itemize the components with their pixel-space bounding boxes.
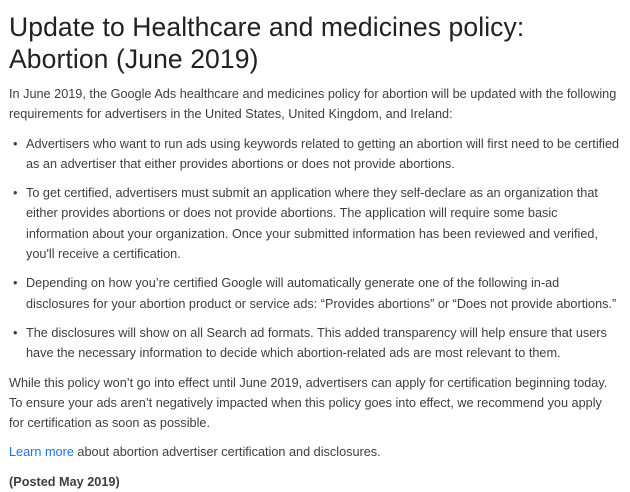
list-item-text: The disclosures will show on all Search ad formats. This added transparency will help ensure that users have the necessary information to decide which abortion-related ads are most relevant to them. — [26, 325, 607, 361]
bullet-icon: • — [13, 136, 18, 151]
requirements-list — [9, 134, 620, 364]
bullet-icon: • — [13, 186, 18, 201]
page-title: Update to Healthcare and medicines policy: Abortion (June 2019) — [9, 12, 525, 74]
list-item — [9, 273, 620, 314]
list-item — [9, 134, 620, 175]
list-item — [9, 183, 620, 264]
bullet-icon: • — [13, 276, 18, 291]
learn-more-text: about abortion advertiser certification and disclosures. — [73, 445, 381, 460]
list-item-text: To get certified, advertisers must submit an application where they self-declare as an organization that either provides abortions or does not provide abortions. The application will require some basic information about your organization. Once your submitted information has been reviewed and verified, you'll receive a certification. — [26, 186, 598, 262]
list-item-text: Advertisers who want to run ads using keywords related to getting an abortion will first need to be certified as an advertiser that either provides abortions or does not provide abortions. — [26, 136, 620, 171]
list-item-text: Depending on how you’re certified Google will automatically generate one of the following in-ad disclosures for your abortion product or service ads: “Provides abortions” or “Does not provide abortions.” — [26, 276, 617, 311]
closing-paragraph: While this policy won’t go into effect until June 2019, advertisers can apply for certification beginning today. To ensure your ads aren’t negatively impacted when this policy goes into effect, we recommend you apply for certification as soon as possible. — [9, 375, 608, 431]
learn-more-link[interactable]: Learn more — [9, 445, 74, 460]
list-item — [9, 323, 620, 364]
learn-more-paragraph — [9, 442, 620, 462]
intro-paragraph: In June 2019, the Google Ads healthcare and medicines policy for abortion will be updated with the following requirements for advertisers in the United States, United Kingdom, and Ireland: — [9, 87, 617, 122]
bullet-icon: • — [13, 325, 18, 340]
posted-date: (Posted May 2019) — [9, 474, 120, 489]
